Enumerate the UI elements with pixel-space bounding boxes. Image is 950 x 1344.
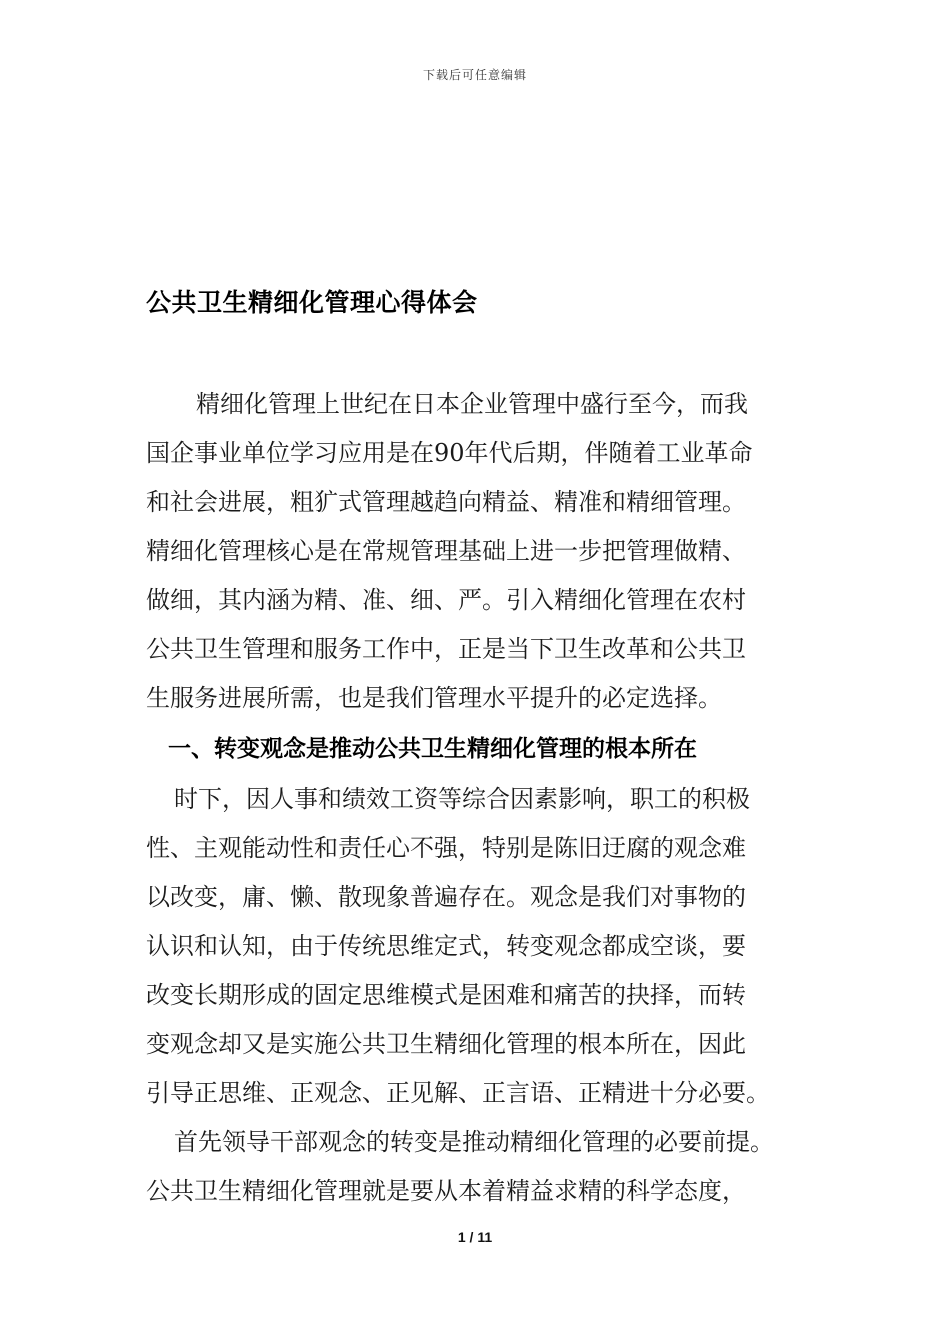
paragraph-line: 精细化管理核心是在常规管理基础上进一步把管理做精、 — [146, 537, 746, 565]
paragraph-line: 认识和认知，由于传统思维定式，转变观念都成空谈，要 — [146, 932, 746, 960]
paragraph-line: 变观念却又是实施公共卫生精细化管理的根本所在，因此 — [146, 1030, 746, 1058]
header-note: 下载后可任意编辑 — [422, 68, 527, 82]
paragraph-line: 引导正思维、正观念、正见解、正言语、正精进十分必要。 — [146, 1079, 770, 1107]
section-heading: 一、转变观念是推动公共卫生精细化管理的根本所在 — [168, 736, 697, 762]
paragraph-line: 以改变，庸、懒、散现象普遍存在。观念是我们对事物的 — [146, 883, 746, 911]
paragraph-line: 和社会进展，粗犷式管理越趋向精益、精准和精细管理。 — [146, 488, 746, 516]
paragraph-line: 性、主观能动性和责任心不强，特别是陈旧迂腐的观念难 — [146, 834, 746, 862]
paragraph-line: 公共卫生精细化管理就是要从本着精益求精的科学态度， — [146, 1177, 746, 1205]
page-number: 1 / 11 — [457, 1229, 493, 1245]
paragraph-line: 精细化管理上世纪在日本企业管理中盛行至今，而我 — [196, 390, 748, 418]
paragraph-line: 生服务进展所需，也是我们管理水平提升的必定选择。 — [146, 684, 722, 712]
paragraph-line: 改变长期形成的固定思维模式是困难和痛苦的抉择，而转 — [146, 981, 746, 1009]
document-body — [146, 380, 816, 1216]
paragraph-line: 做细，其内涵为精、准、细、严。引入精细化管理在农村 — [146, 586, 746, 614]
paragraph-line: 国企事业单位学习应用是在90年代后期，伴随着工业革命 — [146, 439, 753, 467]
paragraph-line: 时下，因人事和绩效工资等综合因素影响，职工的积极 — [174, 785, 750, 813]
document-title: 公共卫生精细化管理心得体会 — [146, 288, 478, 317]
paragraph-line: 公共卫生管理和服务工作中，正是当下卫生改革和公共卫 — [146, 635, 746, 663]
paragraph-line: 首先领导干部观念的转变是推动精细化管理的必要前提。 — [174, 1128, 774, 1156]
